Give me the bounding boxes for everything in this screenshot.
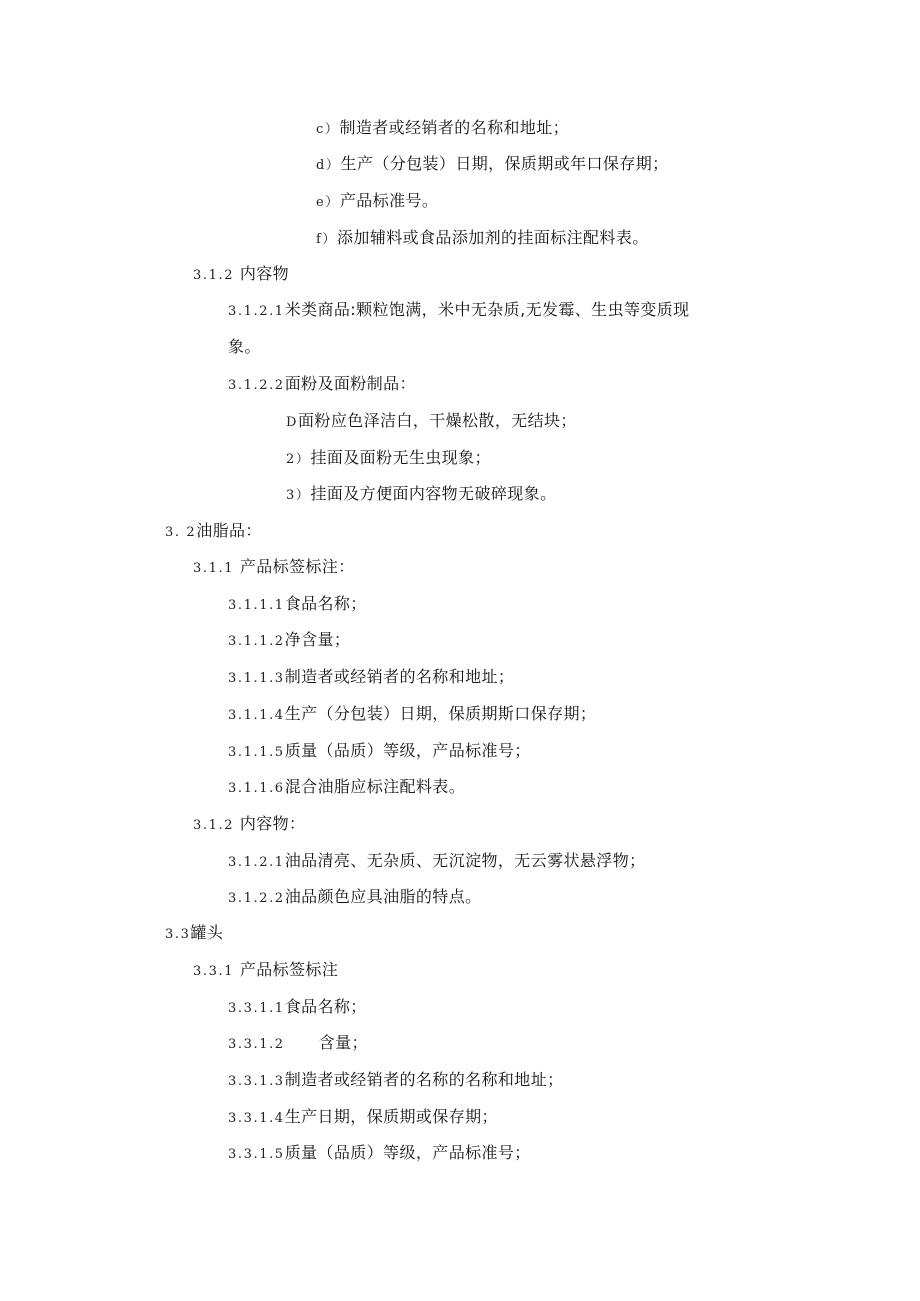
clause-number: 3.1.2.2 <box>228 378 285 393</box>
clause-text: 混合油脂应标注配料表。 <box>284 777 466 796</box>
clause-text: 制造者或经销者的名称和地址； <box>284 667 515 686</box>
section-number: 3.1.2 <box>193 818 240 833</box>
item-text: 挂面及方便面内容物无破碎现象。 <box>310 484 557 503</box>
subsection-heading <box>193 263 289 287</box>
clause-number: 3.1.1.5 <box>228 745 285 760</box>
item-marker: d） <box>316 158 341 173</box>
clause-text: 油品颜色应具油脂的特点。 <box>284 887 482 906</box>
clause-flour <box>228 373 416 397</box>
item-text: 生产（分包装）日期，保质期或年口保存期； <box>340 154 669 173</box>
clause-number: 3.1.1.1 <box>228 598 285 613</box>
clause-number: 3.3.1.2 <box>228 1037 285 1052</box>
section-title: 罐头 <box>190 923 224 942</box>
clause-text: 制造者或经销者的名称的名称和地址； <box>284 1070 564 1089</box>
clause-number: 3.3.1.5 <box>228 1147 285 1162</box>
subsection-heading <box>193 813 305 837</box>
list-item-e <box>316 190 438 214</box>
list-item-d <box>316 153 669 177</box>
section-number: 3.3 <box>165 927 191 942</box>
clause-rice-continuation <box>228 336 261 358</box>
item-text: 添加辅料或食品添加剂的挂面标注配料表。 <box>337 228 649 247</box>
flour-item-1 <box>286 410 577 434</box>
clause-text: 生产（分包装）日期，保质期斯口保存期； <box>284 704 597 723</box>
clause-number: 3.1.2.2 <box>228 891 285 906</box>
section-number: 3. 2 <box>165 525 197 540</box>
clause-text: 象。 <box>228 337 261 356</box>
section-title: 内容物： <box>239 814 306 833</box>
item-marker: e） <box>316 195 340 210</box>
item-marker: c） <box>316 122 340 137</box>
section-number: 3.1.1 <box>193 561 240 576</box>
flour-item-2 <box>286 447 491 471</box>
section-title: 内容物 <box>239 264 290 283</box>
clause <box>228 1032 368 1056</box>
item-marker: 3） <box>286 488 311 503</box>
list-item-f <box>316 227 649 251</box>
clause <box>228 740 531 764</box>
section-title: 产品标签标注 <box>239 960 339 979</box>
item-marker: 2） <box>286 452 311 467</box>
clause-number: 3.1.1.3 <box>228 671 285 686</box>
clause-number: 3.1.2.1 <box>228 304 285 319</box>
item-text: 挂面及面粉无生虫现象； <box>310 448 491 467</box>
clause <box>228 629 350 653</box>
clause-number: 3.1.1.2 <box>228 634 285 649</box>
clause <box>228 703 596 727</box>
clause-text: 净含量； <box>284 630 351 649</box>
clause-number: 3.3.1.1 <box>228 1001 285 1016</box>
clause <box>228 666 514 690</box>
clause <box>228 996 367 1020</box>
section-heading-canned <box>165 922 223 946</box>
clause-number: 3.3.1.4 <box>228 1111 285 1126</box>
flour-item-3 <box>286 483 557 507</box>
list-item-c <box>316 117 569 141</box>
clause-number: 3.1.1.4 <box>228 708 285 723</box>
clause-text: 质量（品质）等级，产品标准号； <box>284 741 531 760</box>
clause-number: 3.1.2.1 <box>228 855 285 870</box>
clause-text: 面粉及面粉制品： <box>284 374 416 393</box>
item-text: 产品标准号。 <box>339 191 439 210</box>
clause-text: 生产日期，保质期或保存期； <box>284 1107 498 1126</box>
clause-text: 食品名称； <box>284 997 367 1016</box>
clause <box>228 886 482 910</box>
clause-text: 质量（品质）等级，产品标准号； <box>284 1143 531 1162</box>
clause-text: 含量； <box>318 1033 368 1052</box>
clause-text: 油品清亮、无杂质、无沉淀物，无云雾状悬浮物； <box>284 851 646 870</box>
clause-number: 3.3.1.3 <box>228 1074 285 1089</box>
clause <box>228 593 367 617</box>
clause-text: 食品名称； <box>284 594 367 613</box>
item-marker: f） <box>316 232 338 247</box>
clause <box>228 1142 531 1166</box>
clause-number: 3.1.1.6 <box>228 781 285 796</box>
section-heading-oil <box>165 520 262 544</box>
clause-rice <box>228 299 690 323</box>
item-text: 制造者或经销者的名称和地址； <box>339 118 570 137</box>
item-marker: D <box>286 415 299 430</box>
item-text: 面粉应色泽洁白，干燥松散，无结块； <box>298 411 577 430</box>
subsection-heading <box>193 959 338 983</box>
section-number: 3.3.1 <box>193 964 240 979</box>
section-number: 3.1.2 <box>193 268 240 283</box>
clause <box>228 776 465 800</box>
clause <box>228 1069 564 1093</box>
clause <box>228 850 646 874</box>
clause <box>228 1106 498 1130</box>
clause-text: 米类商品:颗粒饱满，米中无杂质,无发霉、生虫等变质现 <box>284 300 690 319</box>
section-title: 产品标签标注： <box>239 557 355 576</box>
section-title: 油脂品： <box>196 521 262 540</box>
subsection-heading <box>193 556 355 580</box>
